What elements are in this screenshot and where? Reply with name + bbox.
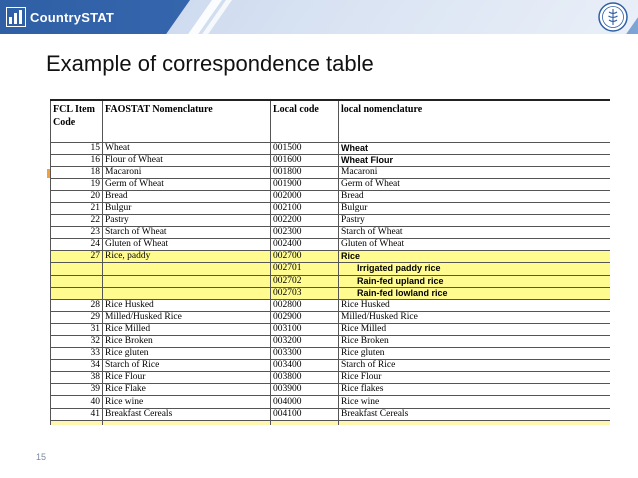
cell-faostat-nomenclature: Breakfast Cereals: [103, 408, 271, 420]
cell-local-nomenclature: Macaroni: [339, 166, 611, 178]
cell-faostat-nomenclature: Pastry: [103, 215, 271, 227]
cell-local-nomenclature: Rain-fed upland rice: [339, 275, 611, 287]
cell-local-code: 001900: [271, 178, 339, 190]
cell-local-nomenclature: Rice Milled: [339, 323, 611, 335]
cell-fcl-code: [51, 287, 103, 299]
cell-fcl-code: [51, 275, 103, 287]
cell-fcl-code: 20: [51, 190, 103, 202]
cell-local-nomenclature: Gluten of Wheat: [339, 239, 611, 251]
cell-local-code: 004100: [271, 408, 339, 420]
cell-local-code: 002701: [271, 263, 339, 275]
cell-local-nomenclature: Breakfast Cereals: [339, 408, 611, 420]
cell-faostat-nomenclature: Germ of Wheat: [103, 178, 271, 190]
correspondence-table: [50, 99, 610, 425]
table-row: [51, 372, 611, 384]
cell-fcl-code: 15: [51, 142, 103, 154]
cell-faostat-nomenclature: Macaroni: [103, 166, 271, 178]
cell-fcl-code: 16: [51, 154, 103, 166]
cell-fcl-code: [51, 263, 103, 275]
cell-local-code: 004000: [271, 396, 339, 408]
table-row: [51, 202, 611, 214]
cell-local-code: 001600: [271, 154, 339, 166]
cell-local-code: 003800: [271, 372, 339, 384]
cell-local-nomenclature: Rice Husked: [339, 299, 611, 311]
table-cell: [271, 420, 339, 425]
cell-fcl-code: 21: [51, 202, 103, 214]
cell-local-nomenclature: Rice Broken: [339, 336, 611, 348]
table-row: [51, 323, 611, 335]
cell-local-nomenclature: Rice gluten: [339, 348, 611, 360]
cell-faostat-nomenclature: Bulgur: [103, 202, 271, 214]
cell-fcl-code: 24: [51, 239, 103, 251]
cell-local-nomenclature: Rain-fed lowland rice: [339, 287, 611, 299]
table-row: [51, 227, 611, 239]
cell-local-code: 003300: [271, 348, 339, 360]
cell-fcl-code: 22: [51, 215, 103, 227]
cell-faostat-nomenclature: [103, 263, 271, 275]
cell-local-code: 001500: [271, 142, 339, 154]
cell-local-code: 002900: [271, 311, 339, 323]
table-row: [51, 190, 611, 202]
cell-fcl-code: 41: [51, 408, 103, 420]
cell-local-nomenclature: Milled/Husked Rice: [339, 311, 611, 323]
table-row: [51, 336, 611, 348]
cell-fcl-code: 34: [51, 360, 103, 372]
cell-local-code: 003100: [271, 323, 339, 335]
cell-local-nomenclature: Rice flakes: [339, 384, 611, 396]
cell-fcl-code: 19: [51, 178, 103, 190]
cell-fcl-code: 27: [51, 251, 103, 263]
cell-local-nomenclature: Rice: [339, 251, 611, 263]
cell-local-code: 003900: [271, 384, 339, 396]
cell-local-code: 002400: [271, 239, 339, 251]
table-row: [51, 215, 611, 227]
cell-faostat-nomenclature: Rice, paddy: [103, 251, 271, 263]
cell-faostat-nomenclature: [103, 287, 271, 299]
cell-local-nomenclature: Starch of Wheat: [339, 227, 611, 239]
table-row: [51, 251, 611, 263]
table-row: [51, 275, 611, 287]
fao-seal-icon: [598, 2, 628, 32]
table-row: [51, 311, 611, 323]
cell-fcl-code: 32: [51, 336, 103, 348]
table-header-row: [51, 100, 611, 142]
brand-name: CountrySTAT: [30, 9, 115, 25]
brand: [6, 6, 114, 28]
cell-fcl-code: 18: [51, 166, 103, 178]
correspondence-table-image: [50, 99, 610, 425]
cell-local-nomenclature: Rice wine: [339, 396, 611, 408]
cell-local-code: 003200: [271, 336, 339, 348]
cell-faostat-nomenclature: Rice Flour: [103, 372, 271, 384]
col-header-local-nomenclature: local nomenclature: [339, 100, 611, 142]
header-banner: [0, 0, 638, 34]
table-row: [51, 154, 611, 166]
cell-faostat-nomenclature: Rice Milled: [103, 323, 271, 335]
cell-faostat-nomenclature: Milled/Husked Rice: [103, 311, 271, 323]
cell-fcl-code: 29: [51, 311, 103, 323]
cell-fcl-code: 33: [51, 348, 103, 360]
table-cell: [103, 420, 271, 425]
table-row: [51, 396, 611, 408]
table-row: [51, 299, 611, 311]
cell-faostat-nomenclature: Rice Husked: [103, 299, 271, 311]
banner-light-band: [166, 0, 638, 34]
cell-faostat-nomenclature: Starch of Wheat: [103, 227, 271, 239]
cell-local-code: 003400: [271, 360, 339, 372]
cell-local-nomenclature: Starch of Rice: [339, 360, 611, 372]
cell-faostat-nomenclature: Flour of Wheat: [103, 154, 271, 166]
cell-faostat-nomenclature: Bread: [103, 190, 271, 202]
cell-faostat-nomenclature: [103, 275, 271, 287]
cell-local-code: 002702: [271, 275, 339, 287]
table-cell: [51, 420, 103, 425]
cell-faostat-nomenclature: Rice wine: [103, 396, 271, 408]
cell-faostat-nomenclature: Wheat: [103, 142, 271, 154]
table-row: [51, 178, 611, 190]
col-header-local-code: Local code: [271, 100, 339, 142]
table-row: [51, 420, 611, 425]
col-header-faostat-nomenclature: FAOSTAT Nomenclature: [103, 100, 271, 142]
cell-local-nomenclature: Bulgur: [339, 202, 611, 214]
cell-local-nomenclature: Bread: [339, 190, 611, 202]
cell-fcl-code: 40: [51, 396, 103, 408]
cell-local-code: 002703: [271, 287, 339, 299]
cell-local-code: 001800: [271, 166, 339, 178]
cell-local-nomenclature: Germ of Wheat: [339, 178, 611, 190]
page-number: 15: [36, 452, 47, 462]
cell-fcl-code: 38: [51, 372, 103, 384]
table-row: [51, 142, 611, 154]
cell-faostat-nomenclature: Gluten of Wheat: [103, 239, 271, 251]
cell-fcl-code: 23: [51, 227, 103, 239]
cell-local-nomenclature: Wheat Flour: [339, 154, 611, 166]
table-row: [51, 263, 611, 275]
table-row: [51, 408, 611, 420]
cell-local-code: 002300: [271, 227, 339, 239]
table-cell: [339, 420, 611, 425]
cell-local-nomenclature: Rice Flour: [339, 372, 611, 384]
table-row: [51, 360, 611, 372]
cell-local-code: 002700: [271, 251, 339, 263]
cell-local-code: 002800: [271, 299, 339, 311]
cell-faostat-nomenclature: Rice gluten: [103, 348, 271, 360]
table-row: [51, 348, 611, 360]
slide-title: Example of correspondence table: [46, 51, 374, 76]
cell-local-nomenclature: Wheat: [339, 142, 611, 154]
col-header-fcl-code: FCL Item Code: [51, 100, 103, 142]
table-row: [51, 384, 611, 396]
cell-faostat-nomenclature: Starch of Rice: [103, 360, 271, 372]
cell-local-code: 002100: [271, 202, 339, 214]
table-row: [51, 287, 611, 299]
cell-local-nomenclature: Irrigated paddy rice: [339, 263, 611, 275]
countrystat-logo-icon: [6, 7, 26, 27]
cell-fcl-code: 28: [51, 299, 103, 311]
cell-local-nomenclature: Pastry: [339, 215, 611, 227]
table-row: [51, 166, 611, 178]
cell-faostat-nomenclature: Rice Broken: [103, 336, 271, 348]
cell-fcl-code: 39: [51, 384, 103, 396]
cell-local-code: 002200: [271, 215, 339, 227]
cell-faostat-nomenclature: Rice Flake: [103, 384, 271, 396]
cell-local-code: 002000: [271, 190, 339, 202]
table-row: [51, 239, 611, 251]
cell-fcl-code: 31: [51, 323, 103, 335]
